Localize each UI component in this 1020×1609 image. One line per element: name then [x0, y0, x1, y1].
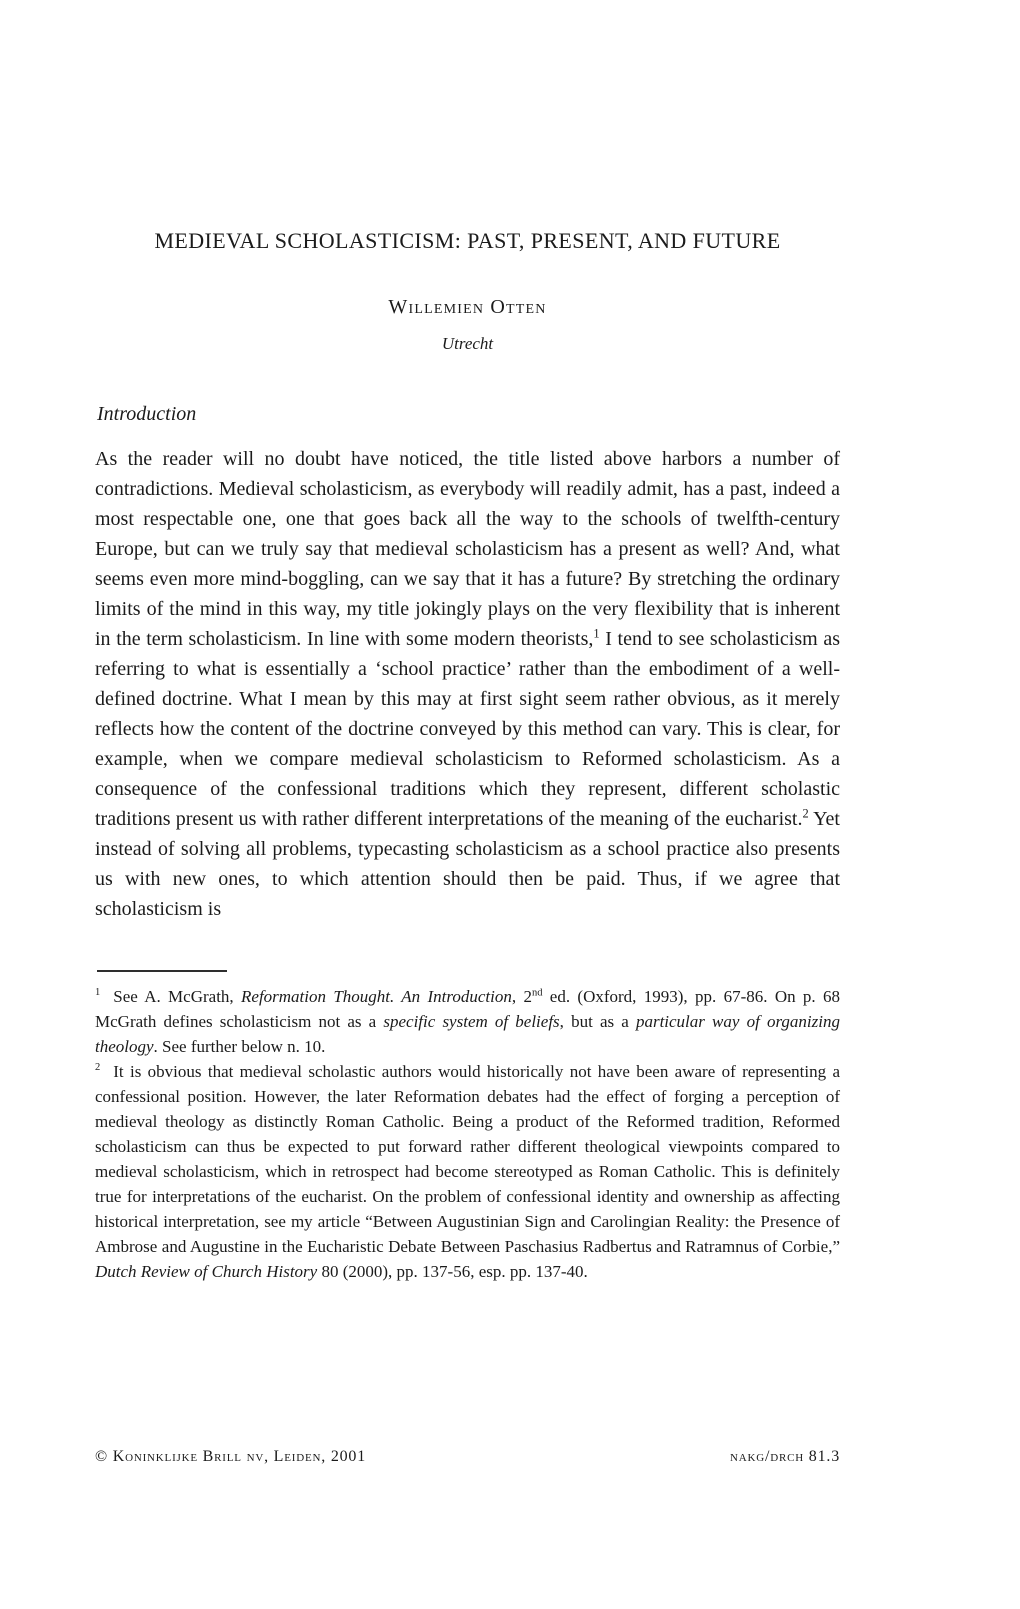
section-heading-introduction: Introduction	[97, 403, 197, 425]
footnote-2-marker: 2	[95, 1062, 101, 1074]
footnote-1-text: See A. McGrath, Reformation Thought. An Introduction, 2nd ed. (Oxford, 1993), pp. 67-86. On p. 68 McGrath defines scholasticism not as a specific system of beliefs, but as a particular way of organizing theology. See further below n. 10.	[95, 987, 840, 1056]
body-paragraph: As the reader will no doubt have noticed, the title listed above harbors a number of contradictions. Medieval scholasticism, as everybody will readily admit, has a past, indeed a most respectable one, one that goes back all the way to the schools of twelfth-century Europe, but can we truly say that medieval scholasticism has a present as well? And, what seems even more mind-boggling, can we say that it has a future? By stretching the ordinary limits of the mind in this way, my title jokingly plays on the very flexibility that is inherent in the term scholasticism. In line with some modern theorists,$^1$ I tend to see scholasticism as referring to what is essentially a ‘school practice’ rather than the embodiment of a well-defined doctrine. What I mean by this may at first sight seem rather obvious, as it merely reflects how the content of the doctrine conveyed by this method can vary. This is clear, for example, when we compare medieval scholasticism to Reformed scholasticism. As a consequence of the confessional traditions which they represent, different scholastic traditions present us with rather different interpretations of the meaning of the eucharist.$^2$ Yet instead of solving all problems, typecasting scholasticism as a school practice also presents us with new ones, to which attention should then be paid. Thus, if we agree that scholasticism is	[95, 448, 840, 920]
footnote-1	[95, 984, 840, 1059]
footnotes-block	[95, 984, 840, 1284]
author-affiliation: Utrecht	[441, 334, 494, 353]
page-content	[95, 0, 840, 1284]
article-title: MEDIEVAL SCHOLASTICISM: PAST, PRESENT, AND FUTURE	[154, 228, 781, 253]
footnote-2-text: It is obvious that medieval scholastic authors would historically not have been aware of representing a confessional position. However, the later Reformation debates had the effect of forging a perception of medieval theology as distinctly Roman Catholic. Being a product of the Reformed tradition, Reformed scholasticism can thus be expected to put forward rather different theological viewpoints compared to medieval scholasticism, which in retrospect had become stereotyped as Roman Catholic. This is definitely true for interpretations of the eucharist. On the problem of confessional identity and ownership as affecting historical interpretation, see my article “Between Augustinian Sign and Carolingian Reality: the Presence of Ambrose and Augustine in the Eucharistic Debate Between Paschasius Radbertus and Ratramnus of Corbie,” Dutch Review of Church History 80 (2000), pp. 137-56, esp. pp. 137-40.	[95, 1062, 840, 1281]
footnote-1-marker: 1	[95, 987, 101, 999]
author-name: Willemien Otten	[388, 296, 547, 318]
copyright-notice: © Koninklijke Brill nv, Leiden, 2001	[95, 1448, 367, 1465]
journal-reference: nakg/drch 81.3	[730, 1448, 840, 1465]
page-footer	[95, 1448, 840, 1466]
footnote-2	[95, 1059, 840, 1284]
footnote-separator-rule	[97, 970, 227, 972]
